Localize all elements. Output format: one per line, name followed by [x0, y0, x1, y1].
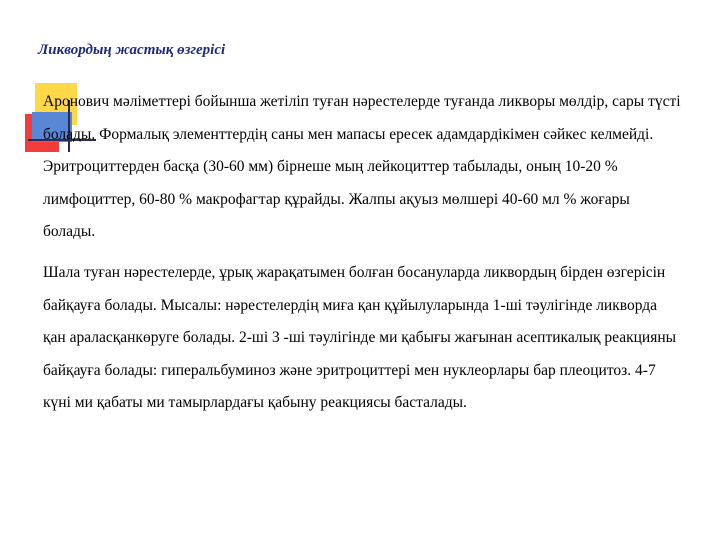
paragraph-1: Аронович мәліметтері бойынша жетіліп туған нәрестелерде туғанда ликворы мөлдір, сары түсті болады. Формалық элементтердің саны мен мапасы ересек адамдардікімен сәйкес келмейді. Эритроциттерден басқа (30-60 мм) бірнеше мың лейкоциттер табылады, оның 10-20 % лимфоциттер, 60-80 % макрофагтар құрайды. Жалпы ақуыз мөлшері 40-60 мл % жоғары болады. — [43, 93, 681, 241]
paragraph-2: Шала туған нәрестелерде, ұрық жарақатымен болған босануларда ликвордың бірден өзгерісін байқауға болады. Мысалы: нәрестелердің миға қан құйылуларында 1-ші тәулігінде ликворда қан араласқанкөруге болады. 2-ші 3 -ші тәулігінде ми қабығы жағынан асептикалық реакцияны байқауға болады: гиперальбуминоз және эритроциттері мен нуклеорлары бар плеоцитоз. 4-7 күні ми қабаты ми тамырлардағы қабыну реакциясы басталады. — [43, 263, 677, 412]
slide-title: Ликвордың жастық өзгерісі — [38, 42, 226, 58]
slide-body — [43, 86, 683, 428]
